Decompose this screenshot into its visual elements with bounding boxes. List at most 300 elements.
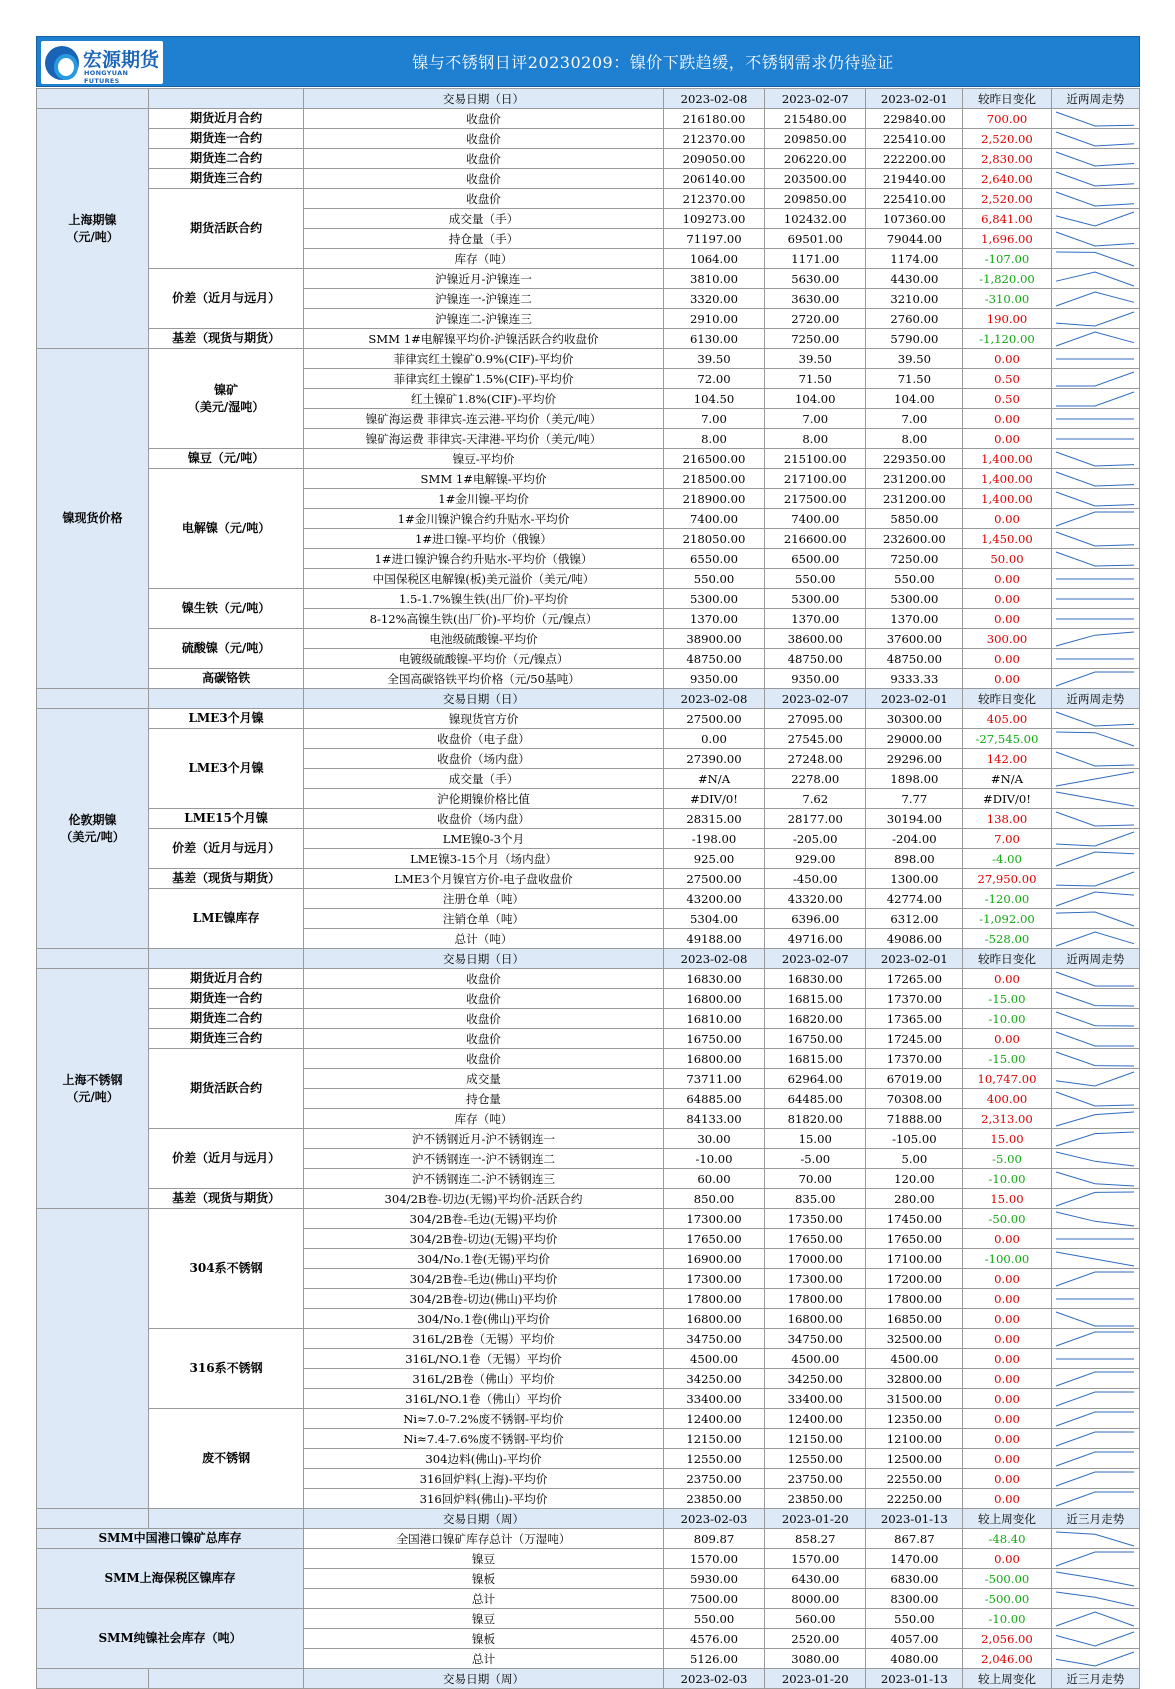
category-cell: 上海不锈钢 （元/吨）: [37, 969, 149, 1209]
item-cell: 镍矿海运费 菲律宾-天津港-平均价（美元/吨）: [304, 429, 664, 449]
change-cell: 0.00: [963, 1229, 1051, 1249]
value-cell: 12550.00: [765, 1449, 866, 1469]
logo-en-text: HONGYUAN FUTURES: [84, 69, 129, 85]
value-cell: 835.00: [765, 1189, 866, 1209]
value-cell: 34250.00: [663, 1369, 764, 1389]
trend-line: [1056, 1212, 1134, 1226]
trend-sparkline: [1054, 130, 1136, 148]
subcategory-cell: 期货连一合约: [149, 989, 304, 1009]
value-cell: 27095.00: [765, 709, 866, 729]
value-cell: 16750.00: [765, 1029, 866, 1049]
trend-line: [1056, 912, 1134, 926]
change-cell: 0.00: [963, 649, 1051, 669]
trend-line: [1056, 312, 1134, 326]
value-cell: 6830.00: [866, 1569, 963, 1589]
change-cell: -50.00: [963, 1209, 1051, 1229]
logo-mark-icon: [45, 46, 79, 80]
subcategory-cell: 期货连二合约: [149, 149, 304, 169]
value-cell: 16810.00: [663, 1009, 764, 1029]
value-cell: 231200.00: [866, 489, 963, 509]
subcategory-cell: SMM上海保税区镍库存: [37, 1549, 304, 1609]
change-cell: 0.00: [963, 969, 1051, 989]
item-cell: 持仓量（手）: [304, 229, 664, 249]
item-cell: 沪镍近月-沪镍连一: [304, 269, 664, 289]
subcategory-cell: 期货连二合约: [149, 1009, 304, 1029]
header-date-label: 交易日期（周）: [304, 1669, 664, 1689]
change-cell: -48.40: [963, 1529, 1051, 1549]
trend-cell: [1051, 1629, 1139, 1649]
value-cell: 62964.00: [765, 1069, 866, 1089]
item-cell: 收盘价（场内盘）: [304, 749, 664, 769]
value-cell: 17300.00: [663, 1269, 764, 1289]
value-cell: 17245.00: [866, 1029, 963, 1049]
header-blank-2: [149, 89, 304, 109]
subcategory-cell: 期货近月合约: [149, 109, 304, 129]
value-cell: 7250.00: [866, 549, 963, 569]
item-cell: 304边料(佛山)-平均价: [304, 1449, 664, 1469]
item-cell: 收盘价: [304, 969, 664, 989]
change-cell: 2,830.00: [963, 149, 1051, 169]
trend-line: [1056, 392, 1134, 406]
trend-cell: [1051, 109, 1139, 129]
trend-cell: [1051, 349, 1139, 369]
trend-line: [1056, 1332, 1134, 1346]
item-cell: 304/2B卷-毛边(无锡)平均价: [304, 1209, 664, 1229]
trend-line: [1056, 1592, 1134, 1606]
value-cell: 222200.00: [866, 149, 963, 169]
change-cell: 2,313.00: [963, 1109, 1051, 1129]
value-cell: 34750.00: [765, 1329, 866, 1349]
value-cell: 898.00: [866, 849, 963, 869]
header-row: [37, 1509, 1140, 1529]
report-title: 镍与不锈钢日评20230209：镍价下跌趋缓，不锈钢需求仍待验证: [412, 53, 894, 72]
trend-line: [1056, 1472, 1134, 1486]
value-cell: 225410.00: [866, 189, 963, 209]
value-cell: 71197.00: [663, 229, 764, 249]
item-cell: 沪镍连二-沪镍连三: [304, 309, 664, 329]
trend-cell: [1051, 869, 1139, 889]
trend-sparkline: [1054, 1450, 1136, 1468]
change-cell: -500.00: [963, 1589, 1051, 1609]
trend-sparkline: [1054, 350, 1136, 368]
value-cell: 64485.00: [765, 1089, 866, 1109]
item-cell: 库存（吨）: [304, 249, 664, 269]
subcategory-cell: 电解镍（元/吨）: [149, 469, 304, 589]
trend-line: [1056, 1572, 1134, 1586]
trend-sparkline: [1054, 210, 1136, 228]
value-cell: 29000.00: [866, 729, 963, 749]
value-cell: 64885.00: [663, 1089, 764, 1109]
value-cell: 560.00: [765, 1609, 866, 1629]
trend-sparkline: [1054, 310, 1136, 328]
header-date: 2023-02-08: [663, 89, 764, 109]
change-cell: -15.00: [963, 1049, 1051, 1069]
change-cell: 2,520.00: [963, 129, 1051, 149]
change-cell: -1,092.00: [963, 909, 1051, 929]
trend-sparkline: [1054, 910, 1136, 928]
trend-cell: [1051, 389, 1139, 409]
item-cell: SMM 1#电解镍-平均价: [304, 469, 664, 489]
trend-sparkline: [1054, 530, 1136, 548]
header-blank-1: [37, 949, 149, 969]
item-cell: Ni≈7.0-7.2%废不锈钢-平均价: [304, 1409, 664, 1429]
value-cell: 4500.00: [663, 1349, 764, 1369]
company-logo: [41, 41, 163, 84]
change-cell: 0.00: [963, 1369, 1051, 1389]
item-cell: 注册仓单（吨）: [304, 889, 664, 909]
value-cell: 31500.00: [866, 1389, 963, 1409]
table-row: [37, 189, 1140, 209]
value-cell: 60.00: [663, 1169, 764, 1189]
value-cell: 1370.00: [765, 609, 866, 629]
subcategory-cell: 镍矿 （美元/湿吨）: [149, 349, 304, 449]
change-cell: -107.00: [963, 249, 1051, 269]
value-cell: -198.00: [663, 829, 764, 849]
trend-cell: [1051, 329, 1139, 349]
change-cell: -1,820.00: [963, 269, 1051, 289]
subcategory-cell: 价差（近月与远月）: [149, 269, 304, 329]
value-cell: 17800.00: [866, 1289, 963, 1309]
change-cell: 1,450.00: [963, 529, 1051, 549]
header-change: 较昨日变化: [963, 949, 1051, 969]
header-date: 2023-02-03: [663, 1669, 764, 1689]
trend-line: [1056, 1372, 1134, 1386]
trend-line: [1056, 932, 1134, 946]
trend-line: [1056, 1532, 1134, 1546]
item-cell: 304/2B卷-切边(无锡)平均价: [304, 1229, 664, 1249]
trend-cell: [1051, 749, 1139, 769]
value-cell: 7.00: [765, 409, 866, 429]
trend-sparkline: [1054, 1550, 1136, 1568]
category-cell: 上海期镍 （元/吨）: [37, 109, 149, 349]
trend-cell: [1051, 1229, 1139, 1249]
trend-sparkline: [1054, 1130, 1136, 1148]
header-row: [37, 1669, 1140, 1689]
value-cell: 8000.00: [765, 1589, 866, 1609]
value-cell: 7400.00: [663, 509, 764, 529]
item-cell: 总计: [304, 1649, 664, 1669]
item-cell: 成交量: [304, 1069, 664, 1089]
value-cell: 5126.00: [663, 1649, 764, 1669]
value-cell: 550.00: [663, 569, 764, 589]
item-cell: 收盘价: [304, 109, 664, 129]
value-cell: 32800.00: [866, 1369, 963, 1389]
value-cell: 7.00: [866, 409, 963, 429]
trend-cell: [1051, 1349, 1139, 1369]
item-cell: 沪不锈钢连二-沪不锈钢连三: [304, 1169, 664, 1189]
trend-cell: [1051, 249, 1139, 269]
header-date: 2023-02-01: [866, 689, 963, 709]
trend-sparkline: [1054, 1010, 1136, 1028]
header-date-label: 交易日期（日）: [304, 689, 664, 709]
value-cell: 217500.00: [765, 489, 866, 509]
trend-line: [1056, 552, 1134, 566]
trend-cell: [1051, 909, 1139, 929]
subcategory-cell: 316系不锈钢: [149, 1329, 304, 1409]
trend-cell: [1051, 1309, 1139, 1329]
trend-cell: [1051, 789, 1139, 809]
trend-cell: [1051, 1089, 1139, 1109]
trend-cell: [1051, 609, 1139, 629]
change-cell: -528.00: [963, 929, 1051, 949]
value-cell: 16815.00: [765, 989, 866, 1009]
trend-line: [1056, 292, 1134, 306]
header-date: 2023-02-01: [866, 949, 963, 969]
value-cell: 212370.00: [663, 129, 764, 149]
value-cell: 17650.00: [765, 1229, 866, 1249]
subcategory-cell: 镍生铁（元/吨）: [149, 589, 304, 629]
table-row: [37, 829, 1140, 849]
change-cell: 0.00: [963, 1349, 1051, 1369]
trend-sparkline: [1054, 1430, 1136, 1448]
trend-cell: [1051, 1589, 1139, 1609]
value-cell: 71.50: [866, 369, 963, 389]
item-cell: 总计（吨）: [304, 929, 664, 949]
change-cell: -27,545.00: [963, 729, 1051, 749]
trend-sparkline: [1054, 490, 1136, 508]
trend-sparkline: [1054, 470, 1136, 488]
trend-cell: [1051, 669, 1139, 689]
subcategory-cell: 期货连三合约: [149, 1029, 304, 1049]
trend-sparkline: [1054, 930, 1136, 948]
value-cell: 215100.00: [765, 449, 866, 469]
subcategory-cell: 镍豆（元/吨）: [149, 449, 304, 469]
trend-cell: [1051, 989, 1139, 1009]
change-cell: -5.00: [963, 1149, 1051, 1169]
trend-cell: [1051, 1209, 1139, 1229]
trend-line: [1056, 1392, 1134, 1406]
trend-sparkline: [1054, 830, 1136, 848]
trend-cell: [1051, 769, 1139, 789]
item-cell: 1.5-1.7%镍生铁(出厂价)-平均价: [304, 589, 664, 609]
table-row: [37, 149, 1140, 169]
value-cell: 39.50: [765, 349, 866, 369]
item-cell: 电池级硫酸镍-平均价: [304, 629, 664, 649]
table-row: [37, 969, 1140, 989]
trend-sparkline: [1054, 970, 1136, 988]
value-cell: 7500.00: [663, 1589, 764, 1609]
trend-line: [1056, 1632, 1134, 1646]
trend-line: [1056, 972, 1134, 986]
change-cell: 0.00: [963, 589, 1051, 609]
trend-sparkline: [1054, 570, 1136, 588]
trend-line: [1056, 632, 1134, 646]
trend-line: [1056, 452, 1134, 466]
value-cell: 2720.00: [765, 309, 866, 329]
value-cell: 48750.00: [663, 649, 764, 669]
trend-sparkline: [1054, 1530, 1136, 1548]
item-cell: 镍现货官方价: [304, 709, 664, 729]
trend-line: [1056, 1652, 1134, 1666]
value-cell: 6396.00: [765, 909, 866, 929]
change-cell: 0.00: [963, 1449, 1051, 1469]
table-row: [37, 1529, 1140, 1549]
value-cell: 231200.00: [866, 469, 963, 489]
table-row: [37, 469, 1140, 489]
value-cell: 37600.00: [866, 629, 963, 649]
value-cell: 6500.00: [765, 549, 866, 569]
item-cell: 1#进口镍-平均价（俄镍）: [304, 529, 664, 549]
subcategory-cell: 期货活跃合约: [149, 189, 304, 269]
value-cell: 1300.00: [866, 869, 963, 889]
trend-sparkline: [1054, 410, 1136, 428]
value-cell: 550.00: [866, 1609, 963, 1629]
trend-line: [1056, 672, 1134, 686]
value-cell: 5790.00: [866, 329, 963, 349]
table-row: [37, 709, 1140, 729]
value-cell: 850.00: [663, 1189, 764, 1209]
value-cell: 232600.00: [866, 529, 963, 549]
trend-cell: [1051, 509, 1139, 529]
trend-sparkline: [1054, 1070, 1136, 1088]
table-row: [37, 669, 1140, 689]
value-cell: 43200.00: [663, 889, 764, 909]
trend-line: [1056, 212, 1134, 226]
trend-cell: [1051, 1649, 1139, 1669]
value-cell: 28315.00: [663, 809, 764, 829]
value-cell: 12350.00: [866, 1409, 963, 1429]
value-cell: 38600.00: [765, 629, 866, 649]
value-cell: 12400.00: [765, 1409, 866, 1429]
value-cell: 1570.00: [663, 1549, 764, 1569]
value-cell: 4576.00: [663, 1629, 764, 1649]
item-cell: 全国港口镍矿库存总计（万湿吨）: [304, 1529, 664, 1549]
item-cell: 304/2B卷-切边(佛山)平均价: [304, 1289, 664, 1309]
trend-sparkline: [1054, 890, 1136, 908]
value-cell: #N/A: [663, 769, 764, 789]
change-cell: 1,400.00: [963, 449, 1051, 469]
header-date: 2023-01-13: [866, 1669, 963, 1689]
trend-cell: [1051, 1009, 1139, 1029]
value-cell: 1370.00: [866, 609, 963, 629]
value-cell: 3810.00: [663, 269, 764, 289]
value-cell: 17365.00: [866, 1009, 963, 1029]
trend-cell: [1051, 169, 1139, 189]
value-cell: 6130.00: [663, 329, 764, 349]
value-cell: 17370.00: [866, 1049, 963, 1069]
item-cell: Ni≈7.4-7.6%废不锈钢-平均价: [304, 1429, 664, 1449]
value-cell: 5.00: [866, 1149, 963, 1169]
item-cell: 收盘价（电子盘）: [304, 729, 664, 749]
value-cell: #DIV/0!: [663, 789, 764, 809]
value-cell: 17800.00: [663, 1289, 764, 1309]
value-cell: 29296.00: [866, 749, 963, 769]
change-cell: 27,950.00: [963, 869, 1051, 889]
value-cell: 71888.00: [866, 1109, 963, 1129]
trend-sparkline: [1054, 1210, 1136, 1228]
value-cell: 809.87: [663, 1529, 764, 1549]
subcategory-cell: 期货连一合约: [149, 129, 304, 149]
value-cell: -205.00: [765, 829, 866, 849]
trend-cell: [1051, 1289, 1139, 1309]
item-cell: 沪镍连一-沪镍连二: [304, 289, 664, 309]
item-cell: 红土镍矿1.8%(CIF)-平均价: [304, 389, 664, 409]
table-row: [37, 629, 1140, 649]
trend-cell: [1051, 1049, 1139, 1069]
table-row: [37, 1009, 1140, 1029]
trend-line: [1056, 492, 1134, 506]
value-cell: 107360.00: [866, 209, 963, 229]
trend-line: [1056, 1312, 1134, 1326]
header-trend: 近两周走势: [1051, 689, 1139, 709]
header-change: 较上周变化: [963, 1509, 1051, 1529]
value-cell: 30194.00: [866, 809, 963, 829]
change-cell: 0.00: [963, 1269, 1051, 1289]
subcategory-cell: 基差（现货与期货）: [149, 1189, 304, 1209]
table-row: [37, 129, 1140, 149]
change-cell: 1,400.00: [963, 489, 1051, 509]
category-cell: 镍现货价格: [37, 349, 149, 689]
item-cell: 沪不锈钢连一-沪不锈钢连二: [304, 1149, 664, 1169]
item-cell: 316回炉料(上海)-平均价: [304, 1469, 664, 1489]
trend-cell: [1051, 589, 1139, 609]
table-row: [37, 449, 1140, 469]
item-cell: 成交量（手）: [304, 209, 664, 229]
item-cell: 收盘价: [304, 129, 664, 149]
item-cell: LME3个月镍官方价-电子盘收盘价: [304, 869, 664, 889]
value-cell: 16820.00: [765, 1009, 866, 1029]
table-row: [37, 1609, 1140, 1629]
trend-sparkline: [1054, 550, 1136, 568]
header-trend: 近两周走势: [1051, 949, 1139, 969]
value-cell: -10.00: [663, 1149, 764, 1169]
value-cell: 3210.00: [866, 289, 963, 309]
value-cell: 102432.00: [765, 209, 866, 229]
item-cell: 304/2B卷-切边(无锡)平均价-活跃合约: [304, 1189, 664, 1209]
trend-sparkline: [1054, 850, 1136, 868]
trend-line: [1056, 1152, 1134, 1166]
trend-line: [1056, 1452, 1134, 1466]
value-cell: -5.00: [765, 1149, 866, 1169]
value-cell: 217100.00: [765, 469, 866, 489]
value-cell: 12500.00: [866, 1449, 963, 1469]
header-date: 2023-01-20: [765, 1509, 866, 1529]
item-cell: 316L/2B卷（无锡）平均价: [304, 1329, 664, 1349]
trend-cell: [1051, 1409, 1139, 1429]
value-cell: 69501.00: [765, 229, 866, 249]
value-cell: 27390.00: [663, 749, 764, 769]
item-cell: 镍豆: [304, 1549, 664, 1569]
item-cell: 304/No.1卷(无锡)平均价: [304, 1249, 664, 1269]
table-row: [37, 989, 1140, 1009]
trend-line: [1056, 792, 1134, 806]
value-cell: 2760.00: [866, 309, 963, 329]
trend-cell: [1051, 429, 1139, 449]
trend-line: [1056, 172, 1134, 186]
change-cell: 2,520.00: [963, 189, 1051, 209]
trend-cell: [1051, 489, 1139, 509]
trend-cell: [1051, 289, 1139, 309]
item-cell: 316L/NO.1卷（佛山）平均价: [304, 1389, 664, 1409]
trend-cell: [1051, 809, 1139, 829]
trend-line: [1056, 332, 1134, 346]
subcategory-cell: 价差（近月与远月）: [149, 1129, 304, 1189]
value-cell: 216600.00: [765, 529, 866, 549]
item-cell: 收盘价: [304, 989, 664, 1009]
item-cell: 成交量（手）: [304, 769, 664, 789]
value-cell: 120.00: [866, 1169, 963, 1189]
trend-cell: [1051, 1029, 1139, 1049]
trend-line: [1056, 232, 1134, 246]
trend-cell: [1051, 1449, 1139, 1469]
value-cell: 12150.00: [663, 1429, 764, 1449]
trend-cell: [1051, 369, 1139, 389]
value-cell: 30300.00: [866, 709, 963, 729]
trend-line: [1056, 1552, 1134, 1566]
trend-sparkline: [1054, 1090, 1136, 1108]
item-cell: 库存（吨）: [304, 1109, 664, 1129]
trend-sparkline: [1054, 450, 1136, 468]
